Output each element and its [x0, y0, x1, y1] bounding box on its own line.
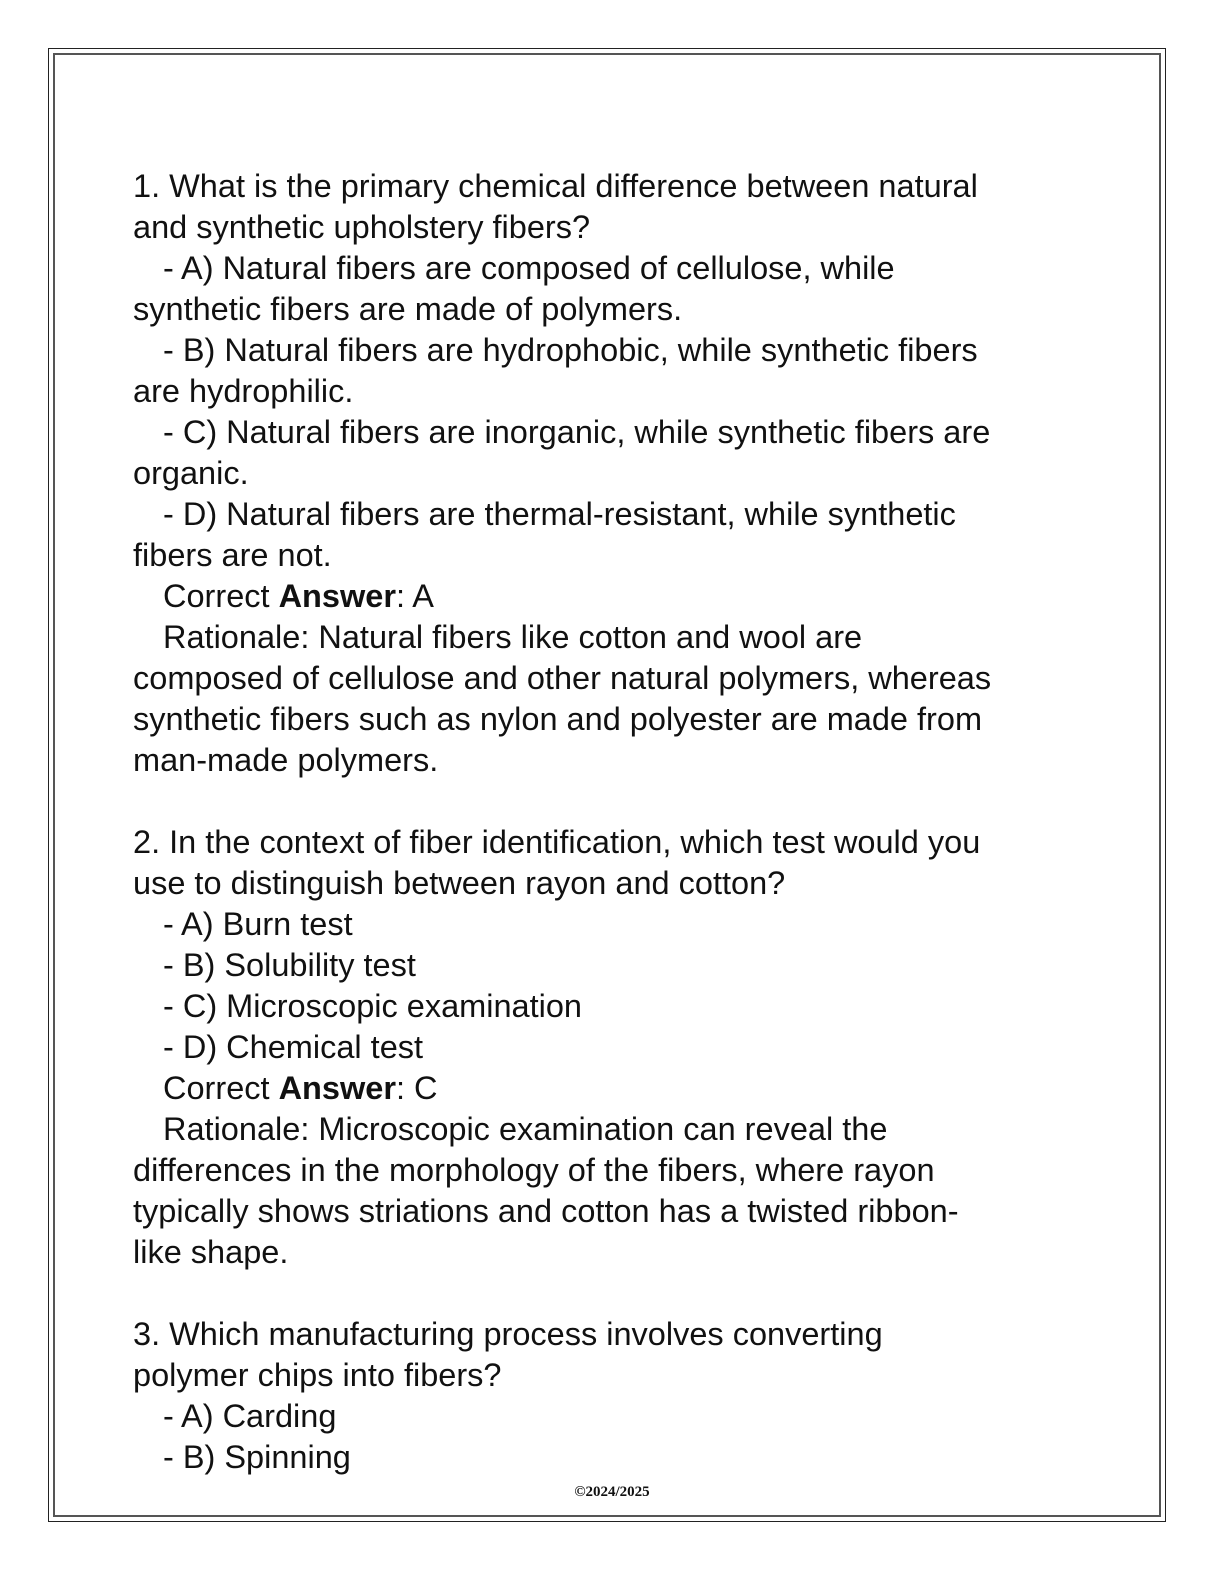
option-d-line: - D) Chemical test — [163, 1029, 424, 1065]
option-a-line: - A) Carding — [163, 1398, 337, 1434]
option-d-line: - D) Natural fibers are thermal-resistant, while synthetic — [163, 496, 956, 532]
question-stem-line: 3. Which manufacturing process involves converting — [133, 1316, 883, 1352]
copyright-footer: ©2024/2025 — [574, 1484, 650, 1500]
option-c-line: - C) Natural fibers are inorganic, while synthetic fibers are — [163, 414, 991, 450]
answer-value: : C — [395, 1070, 438, 1106]
option-c-line: - C) Microscopic examination — [163, 988, 583, 1024]
question-1 — [133, 166, 1093, 781]
option-b-line: - B) Natural fibers are hydrophobic, while synthetic fibers — [163, 332, 978, 368]
question-stem-line: and synthetic upholstery fibers? — [133, 209, 591, 245]
option-b-line: - B) Solubility test — [163, 947, 416, 983]
spacer — [133, 781, 1093, 822]
question-stem-line: polymer chips into fibers? — [133, 1357, 502, 1393]
answer-prefix: Correct — [163, 1070, 279, 1106]
option-a-line: synthetic fibers are made of polymers. — [133, 291, 683, 327]
question-2 — [133, 822, 1093, 1273]
answer-value: : A — [395, 578, 434, 614]
rationale-line: Rationale: Microscopic examination can reveal the — [163, 1111, 888, 1147]
question-3 — [133, 1314, 1093, 1478]
option-a-line: - A) Natural fibers are composed of cellulose, while — [163, 250, 895, 286]
question-stem-line: 2. In the context of fiber identification, which test would you — [133, 824, 981, 860]
answer-label: Answer — [278, 1070, 396, 1106]
option-c-line: organic. — [133, 455, 249, 491]
answer-label: Answer — [278, 578, 396, 614]
answer-prefix: Correct — [163, 578, 279, 614]
question-stem-line: use to distinguish between rayon and cotton? — [133, 865, 786, 901]
rationale-line: differences in the morphology of the fibers, where rayon — [133, 1152, 935, 1188]
rationale-line: man-made polymers. — [133, 742, 439, 778]
question-stem-line: 1. What is the primary chemical difference between natural — [133, 168, 978, 204]
rationale-line: like shape. — [133, 1234, 289, 1270]
spacer — [133, 1273, 1093, 1314]
option-b-line: - B) Spinning — [163, 1439, 351, 1475]
correct-answer — [133, 576, 1093, 617]
correct-answer — [133, 1068, 1093, 1109]
quiz-content — [133, 166, 1093, 1478]
rationale-line: synthetic fibers such as nylon and polyester are made from — [133, 701, 983, 737]
option-b-line: are hydrophilic. — [133, 373, 354, 409]
rationale-line: composed of cellulose and other natural polymers, whereas — [133, 660, 992, 696]
option-a-line: - A) Burn test — [163, 906, 353, 942]
rationale-line: typically shows striations and cotton has a twisted ribbon- — [133, 1193, 959, 1229]
rationale-line: Rationale: Natural fibers like cotton and wool are — [163, 619, 863, 655]
option-d-line: fibers are not. — [133, 537, 332, 573]
